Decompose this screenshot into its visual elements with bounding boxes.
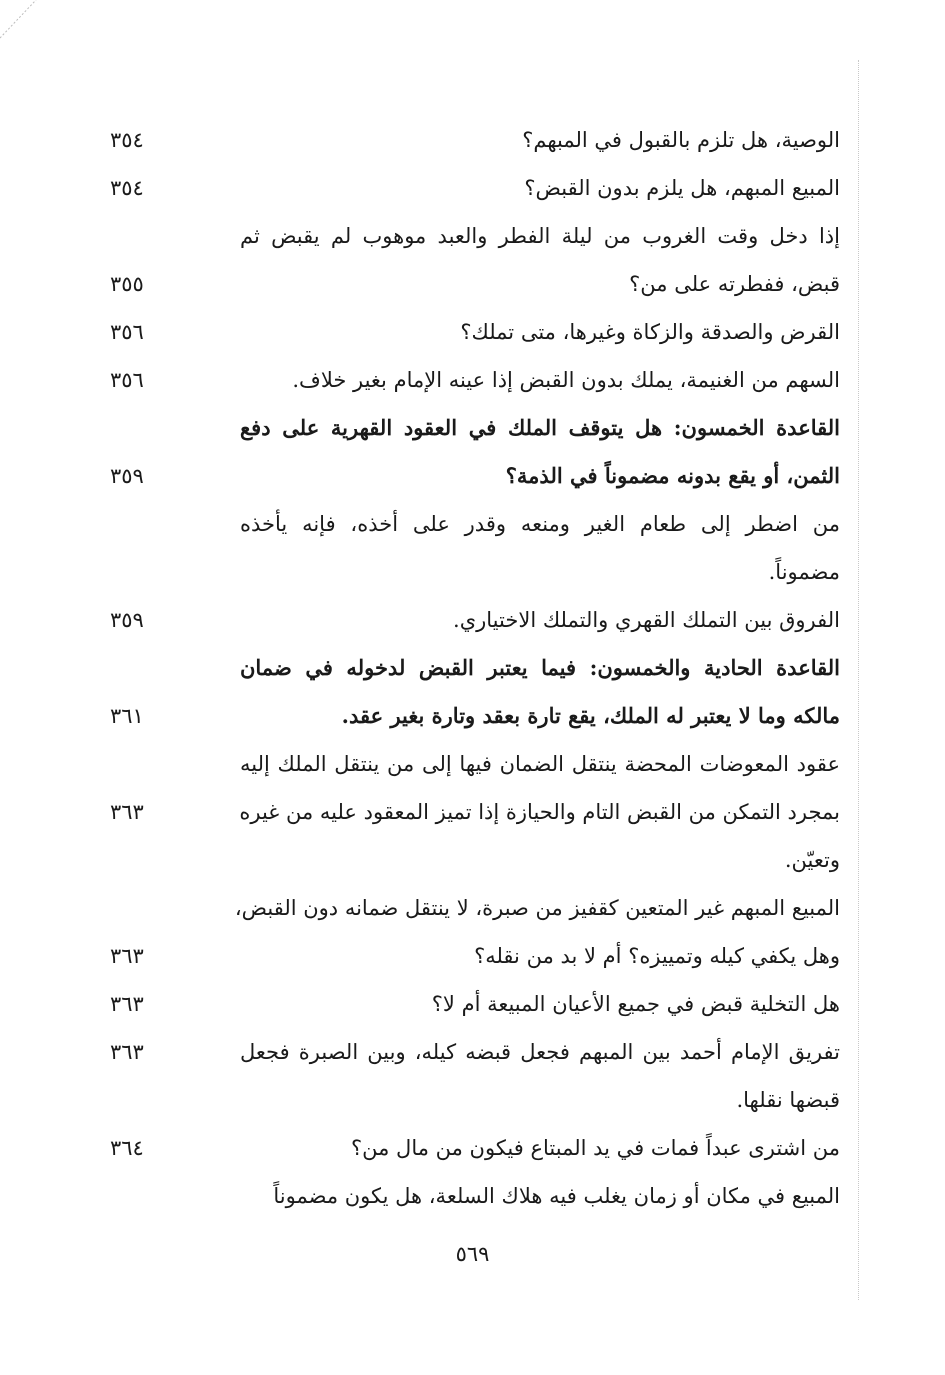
index-entry-page-number: ٣٦٣: [110, 1040, 144, 1064]
index-entry: [110, 116, 840, 164]
index-entry: [110, 740, 840, 884]
index-entry-page-number: ٣٥٦: [110, 320, 144, 344]
index-entry-page-number: ٣٥٥: [110, 272, 144, 296]
index-entry: [110, 644, 840, 740]
index-entry-text: قبض، ففطرته على من؟: [629, 272, 840, 296]
index-entry-page-number: ٣٥٤: [110, 176, 144, 200]
index-entry: [110, 1172, 840, 1220]
index-entry-page-number: ٣٦٣: [110, 800, 144, 824]
index-entry-page-number: ٣٥٤: [110, 128, 144, 152]
index-entry: [110, 1028, 840, 1124]
index-entry-text: من اشترى عبداً فمات في يد المبتاع فيكون من مال من؟: [351, 1136, 840, 1160]
index-entry-text: المبيع المبهم غير المتعين كقفيز من صبرة، لا ينتقل ضمانه دون القبض،: [234, 896, 840, 920]
index-entry-text: المبيع المبهم، هل يلزم بدون القبض؟: [524, 176, 840, 200]
index-entry: [110, 212, 840, 308]
index-entry-page-number: ٣٦٣: [110, 992, 144, 1016]
index-entry: [110, 500, 840, 596]
index-entry: [110, 404, 840, 500]
index-entry-text: هل التخلية قبض في جميع الأعيان المبيعة أم لا؟: [431, 992, 840, 1016]
index-entry-page-number: ٣٥٦: [110, 368, 144, 392]
index-entry-page-number: ٣٥٩: [110, 464, 144, 488]
index-entry-text: من اضطر إلى طعام الغير ومنعه وقدر على أخذه، فإنه يأخذه: [240, 512, 840, 536]
index-entry-text: السهم من الغنيمة، يملك بدون القبض إذا عينه الإمام بغير خلاف.: [292, 368, 840, 392]
index-entry: [110, 308, 840, 356]
index-entry-text: الفروق بين التملك القهري والتملك الاختياري.: [453, 608, 840, 632]
index-entry-text: إذا دخل وقت الغروب من ليلة الفطر والعبد موهوب لم يقبض ثم: [240, 224, 840, 248]
index-entry-text: القرض والصدقة والزكاة وغيرها، متى تملك؟: [460, 320, 840, 344]
index-entry-page-number: ٣٦١: [110, 704, 144, 728]
index-entry: [110, 884, 840, 980]
index-entry-text: تفريق الإمام أحمد بين المبهم فجعل قبضه كيله، وبين الصبرة فجعل: [240, 1040, 840, 1064]
index-entry-text: الثمن، أو يقع بدونه مضموناً في الذمة؟: [505, 463, 840, 488]
index-entry: [110, 356, 840, 404]
index-entry-text: قبضها نقلها.: [736, 1088, 840, 1112]
index-entry-page-number: ٣٦٤: [110, 1136, 144, 1160]
index-entry-text: وهل يكفي كيله وتمييزه؟ أم لا بد من نقله؟: [474, 944, 840, 968]
index-entry-text: المبيع في مكان أو زمان يغلب فيه هلاك السلعة، هل يكون مضموناً: [273, 1184, 840, 1208]
index-entry-page-number: ٣٥٩: [110, 608, 144, 632]
index-entry-text: مضموناً.: [768, 560, 840, 584]
index-entry-text: عقود المعوضات المحضة ينتقل الضمان فيها إلى من ينتقل الملك إليه: [240, 752, 840, 776]
index-entry: [110, 1124, 840, 1172]
index-entry-text: بمجرد التمكن من القبض التام والحيازة إذا تميز المعقود عليه من غيره: [239, 800, 840, 824]
index-entry-text: الوصية، هل تلزم بالقبول في المبهم؟: [522, 128, 840, 152]
index-entry-text: وتعيّن.: [784, 848, 840, 872]
footer-page-number: ٥٦٩: [455, 1242, 490, 1266]
index-entry: [110, 596, 840, 644]
index-entry-text: مالكه وما لا يعتبر له الملك، يقع تارة بعقد وتارة بغير عقد.: [341, 703, 840, 728]
index-entry: [110, 164, 840, 212]
index-entry-page-number: ٣٦٣: [110, 944, 144, 968]
index-entry-text: القاعدة الخمسون: هل يتوقف الملك في العقود القهرية على دفع: [240, 415, 840, 440]
index-entry: [110, 980, 840, 1028]
index-entry-text: القاعدة الحادية والخمسون: فيما يعتبر القبض لدخوله في ضمان: [240, 655, 840, 680]
